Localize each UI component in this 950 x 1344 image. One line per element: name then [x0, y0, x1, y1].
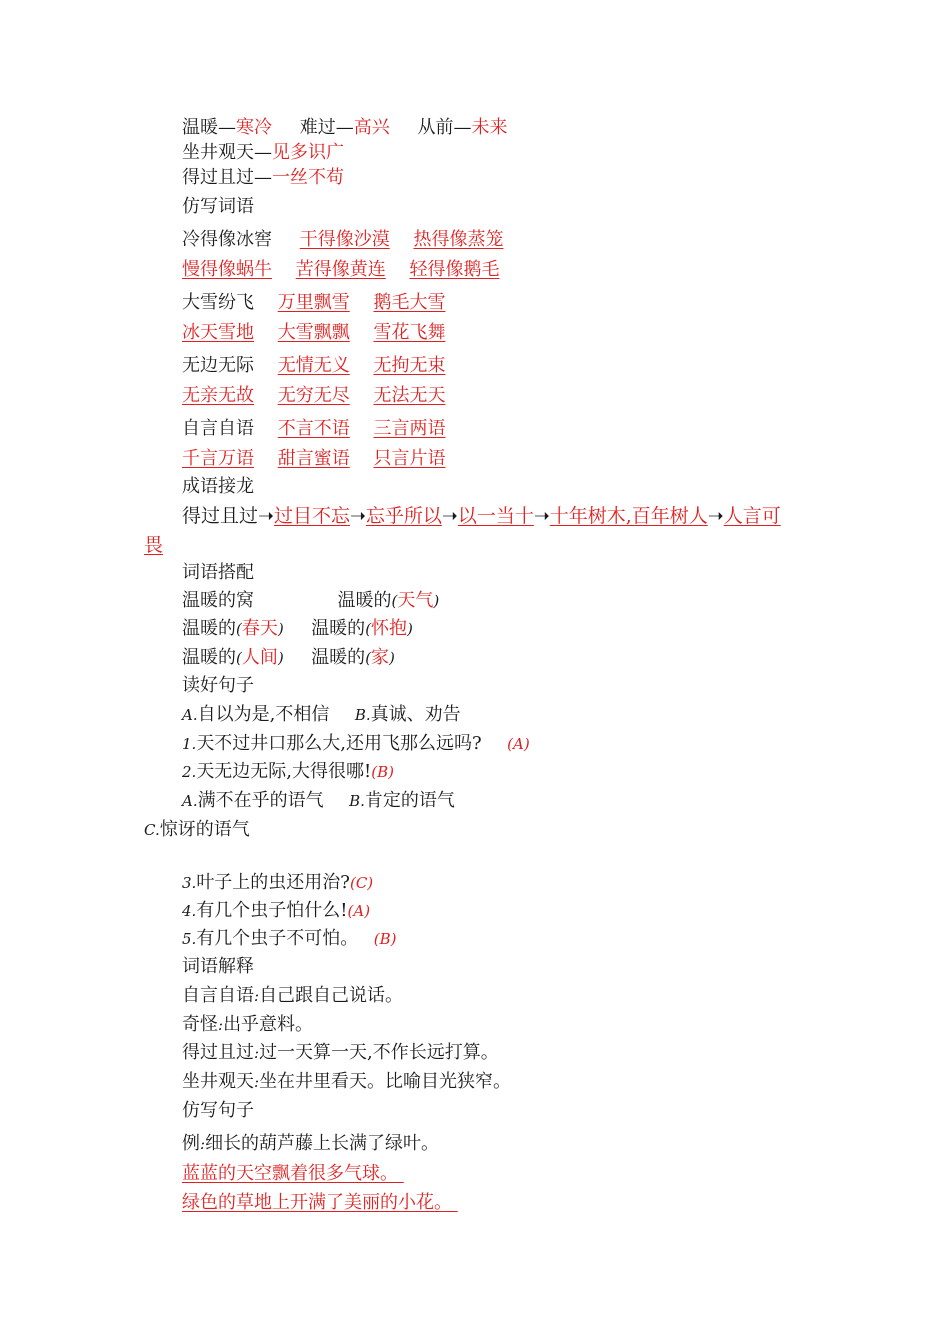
paren: ) [389, 649, 395, 667]
match-row [182, 617, 413, 641]
imitate-answer: 万里飘雪 [277, 292, 350, 313]
imitate-row [182, 417, 445, 441]
chain-item: 十年树木,百年树人 [549, 505, 708, 527]
dash: — [254, 142, 272, 163]
idiom-chain-wrap [144, 533, 163, 557]
antonym-row-1 [182, 116, 507, 140]
imitate-answer: 大雪飘飘 [277, 322, 350, 343]
section-title-read: 读好句子 [182, 675, 254, 696]
antonym-word: 得过且过 [182, 167, 254, 188]
section-title-chain: 成语接龙 [182, 476, 254, 497]
match-prefix: 温暖的 [311, 618, 366, 639]
option-label: B. [354, 706, 371, 724]
antonym-word: 坐井观天 [182, 142, 254, 163]
explain-term: 得过且过 [182, 1042, 254, 1063]
imitate-answer: 鹅毛大雪 [373, 292, 446, 313]
imitate-answer: 苦得像黄连 [295, 259, 386, 280]
explain-term: 奇怪 [182, 1014, 218, 1035]
imitate-answer: 无情无义 [277, 355, 350, 376]
option-label: C. [144, 821, 160, 839]
match-answer: 家 [371, 647, 390, 668]
read-options [182, 789, 455, 813]
imitate-answer: 无亲无故 [182, 385, 254, 406]
option-text: 惊讶的语气 [159, 819, 250, 840]
match-answer: 人间 [241, 647, 278, 668]
dash: — [335, 117, 354, 138]
chain-item-last: 人言可 [723, 505, 781, 527]
read-question [182, 871, 373, 895]
question-answer: (A) [347, 902, 371, 920]
imitate-answer: 热得像蒸笼 [413, 229, 504, 250]
match-prefix: 温暖的 [311, 647, 366, 668]
explain-def: 出乎意料。 [223, 1014, 314, 1035]
paren: ( [391, 592, 398, 610]
imitate-answer: 只言片语 [373, 448, 446, 469]
explain-def: 过一天算一天,不作长远打算。 [259, 1042, 499, 1063]
explain-row [182, 1070, 511, 1094]
explain-def: 坐在井里看天。比喻目光狭窄。 [259, 1071, 512, 1092]
arrow-right-icon: ➝ [349, 505, 366, 527]
paren: ( [236, 620, 242, 638]
idiom-chain [182, 504, 781, 528]
section-title-imitate-sentences: 仿写句子 [182, 1100, 254, 1121]
antonym-answer: 高兴 [353, 117, 390, 138]
imitate-row [182, 291, 445, 315]
paren: ( [365, 620, 372, 638]
arrow-right-icon: ➝ [258, 505, 274, 527]
question-text: 天无边无际,大得很哪! [196, 761, 372, 782]
imitate-row [182, 447, 445, 471]
imitate-row [182, 321, 445, 345]
antonym-answer: 未来 [471, 117, 508, 138]
read-options [182, 703, 461, 727]
question-answer: (B) [373, 930, 397, 948]
chain-item: 以一当十 [457, 505, 534, 527]
question-number: 3. [182, 874, 197, 892]
example-text: 细长的葫芦藤上长满了绿叶。 [205, 1133, 440, 1154]
imitate-answer: 千言万语 [182, 448, 254, 469]
imitate-row [182, 354, 445, 378]
paren: ) [407, 620, 413, 638]
section-title-imitate-words: 仿写词语 [182, 196, 254, 217]
paren: ) [433, 592, 440, 610]
question-text: 天不过井口那么大,还用飞那么远吗? [196, 733, 482, 754]
antonym-word: 温暖 [182, 117, 218, 138]
question-answer: (C) [349, 874, 374, 892]
imitate-answer: 无法无天 [373, 385, 446, 406]
imitate-answer: 冰天雪地 [182, 322, 254, 343]
option-text: 满不在乎的语气 [197, 790, 324, 811]
explain-term: 坐井观天 [182, 1071, 254, 1092]
option-label: B. [349, 792, 365, 810]
paren: ( [236, 649, 242, 667]
imitate-answer: 雪花飞舞 [373, 322, 446, 343]
antonym-word: 难过 [299, 117, 336, 138]
chain-item-last-wrap: 畏 [144, 534, 164, 556]
paren: ) [277, 620, 284, 638]
antonym-answer: 见多识广 [272, 142, 344, 163]
colon: : [218, 1016, 224, 1034]
dash: — [218, 117, 236, 138]
option-label: A. [182, 792, 198, 810]
example-sentence [182, 1132, 439, 1156]
arrow-right-icon: ➝ [533, 505, 550, 527]
imitate-row [182, 228, 503, 252]
imitate-row [182, 258, 499, 282]
imitate-answer: 甜言蜜语 [277, 448, 350, 469]
match-prefix: 温暖的 [182, 618, 236, 639]
paren: ( [365, 649, 372, 667]
section-title-match: 词语搭配 [182, 562, 254, 583]
match-answer: 春天 [241, 618, 278, 639]
explain-def: 自己跟自己说话。 [259, 985, 404, 1006]
read-question [182, 927, 397, 951]
match-prefix: 温暖的 [337, 590, 392, 611]
question-answer: (A) [507, 735, 530, 753]
paren: ) [277, 649, 284, 667]
antonym-row-3 [182, 166, 344, 190]
arrow-right-icon: ➝ [441, 505, 458, 527]
imitate-answer: 干得像沙漠 [299, 229, 390, 250]
imitate-answer: 不言不语 [277, 418, 350, 439]
dash: — [254, 167, 272, 188]
match-given: 温暖的窝 [182, 590, 254, 611]
imitate-row [182, 384, 445, 408]
antonym-word: 从前 [417, 117, 454, 138]
question-text: 有几个虫子不可怕。 [196, 928, 359, 949]
question-text: 有几个虫子怕什么! [196, 900, 348, 921]
explain-row [182, 984, 403, 1008]
chain-item: 过目不忘 [273, 505, 350, 527]
answer-sentence [182, 1191, 462, 1215]
colon: : [254, 1044, 260, 1062]
answer-sentence [182, 1162, 408, 1186]
antonym-answer: 寒冷 [236, 117, 272, 138]
section-title-explain: 词语解释 [182, 956, 254, 977]
explain-row [182, 1013, 313, 1037]
option-text: 自以为是,不相信 [197, 704, 330, 725]
imitate-answer: 无穷无尽 [277, 385, 350, 406]
question-number: 5. [182, 930, 197, 948]
explain-row [182, 1041, 499, 1065]
imitate-answer: 无拘无束 [373, 355, 446, 376]
antonym-answer: 一丝不苟 [272, 167, 344, 188]
colon: : [254, 987, 260, 1005]
colon: : [254, 1073, 260, 1091]
match-answer: 怀抱 [371, 618, 408, 639]
imitate-answer: 慢得像蜗牛 [182, 259, 272, 280]
question-answer: (B) [371, 763, 395, 781]
chain-item: 忘乎所以 [365, 505, 442, 527]
explain-term: 自言自语 [182, 985, 254, 1006]
example-label: 例 [182, 1133, 200, 1154]
match-answer: 天气 [397, 590, 434, 611]
imitate-answer: 轻得像鹅毛 [409, 259, 500, 280]
imitate-stem: 大雪纷飞 [182, 292, 254, 313]
option-text: 真诚、劝告 [370, 704, 461, 725]
arrow-right-icon: ➝ [707, 505, 724, 527]
question-text: 叶子上的虫还用治? [196, 872, 350, 893]
antonym-row-2 [182, 141, 344, 165]
match-prefix: 温暖的 [182, 647, 236, 668]
option-text: 肯定的语气 [364, 790, 455, 811]
question-number: 2. [182, 763, 197, 781]
dash: — [453, 117, 472, 138]
read-question [182, 760, 394, 784]
sentence-answer: 绿色的草地上开满了美丽的小花。 [182, 1192, 452, 1213]
colon: : [200, 1135, 206, 1153]
imitate-stem: 无边无际 [182, 355, 254, 376]
match-row [182, 589, 439, 613]
imitate-stem: 自言自语 [182, 418, 254, 439]
question-number: 1. [182, 735, 197, 753]
question-number: 4. [182, 902, 197, 920]
read-question [182, 899, 370, 923]
chain-start: 得过且过 [182, 505, 259, 527]
read-options-wrap [144, 818, 250, 842]
sentence-answer: 蓝蓝的天空飘着很多气球。 [182, 1163, 398, 1184]
match-row [182, 646, 395, 670]
imitate-stem: 冷得像冰窖 [182, 229, 272, 250]
option-label: A. [182, 706, 198, 724]
imitate-answer: 三言两语 [373, 418, 446, 439]
read-question [182, 732, 530, 756]
